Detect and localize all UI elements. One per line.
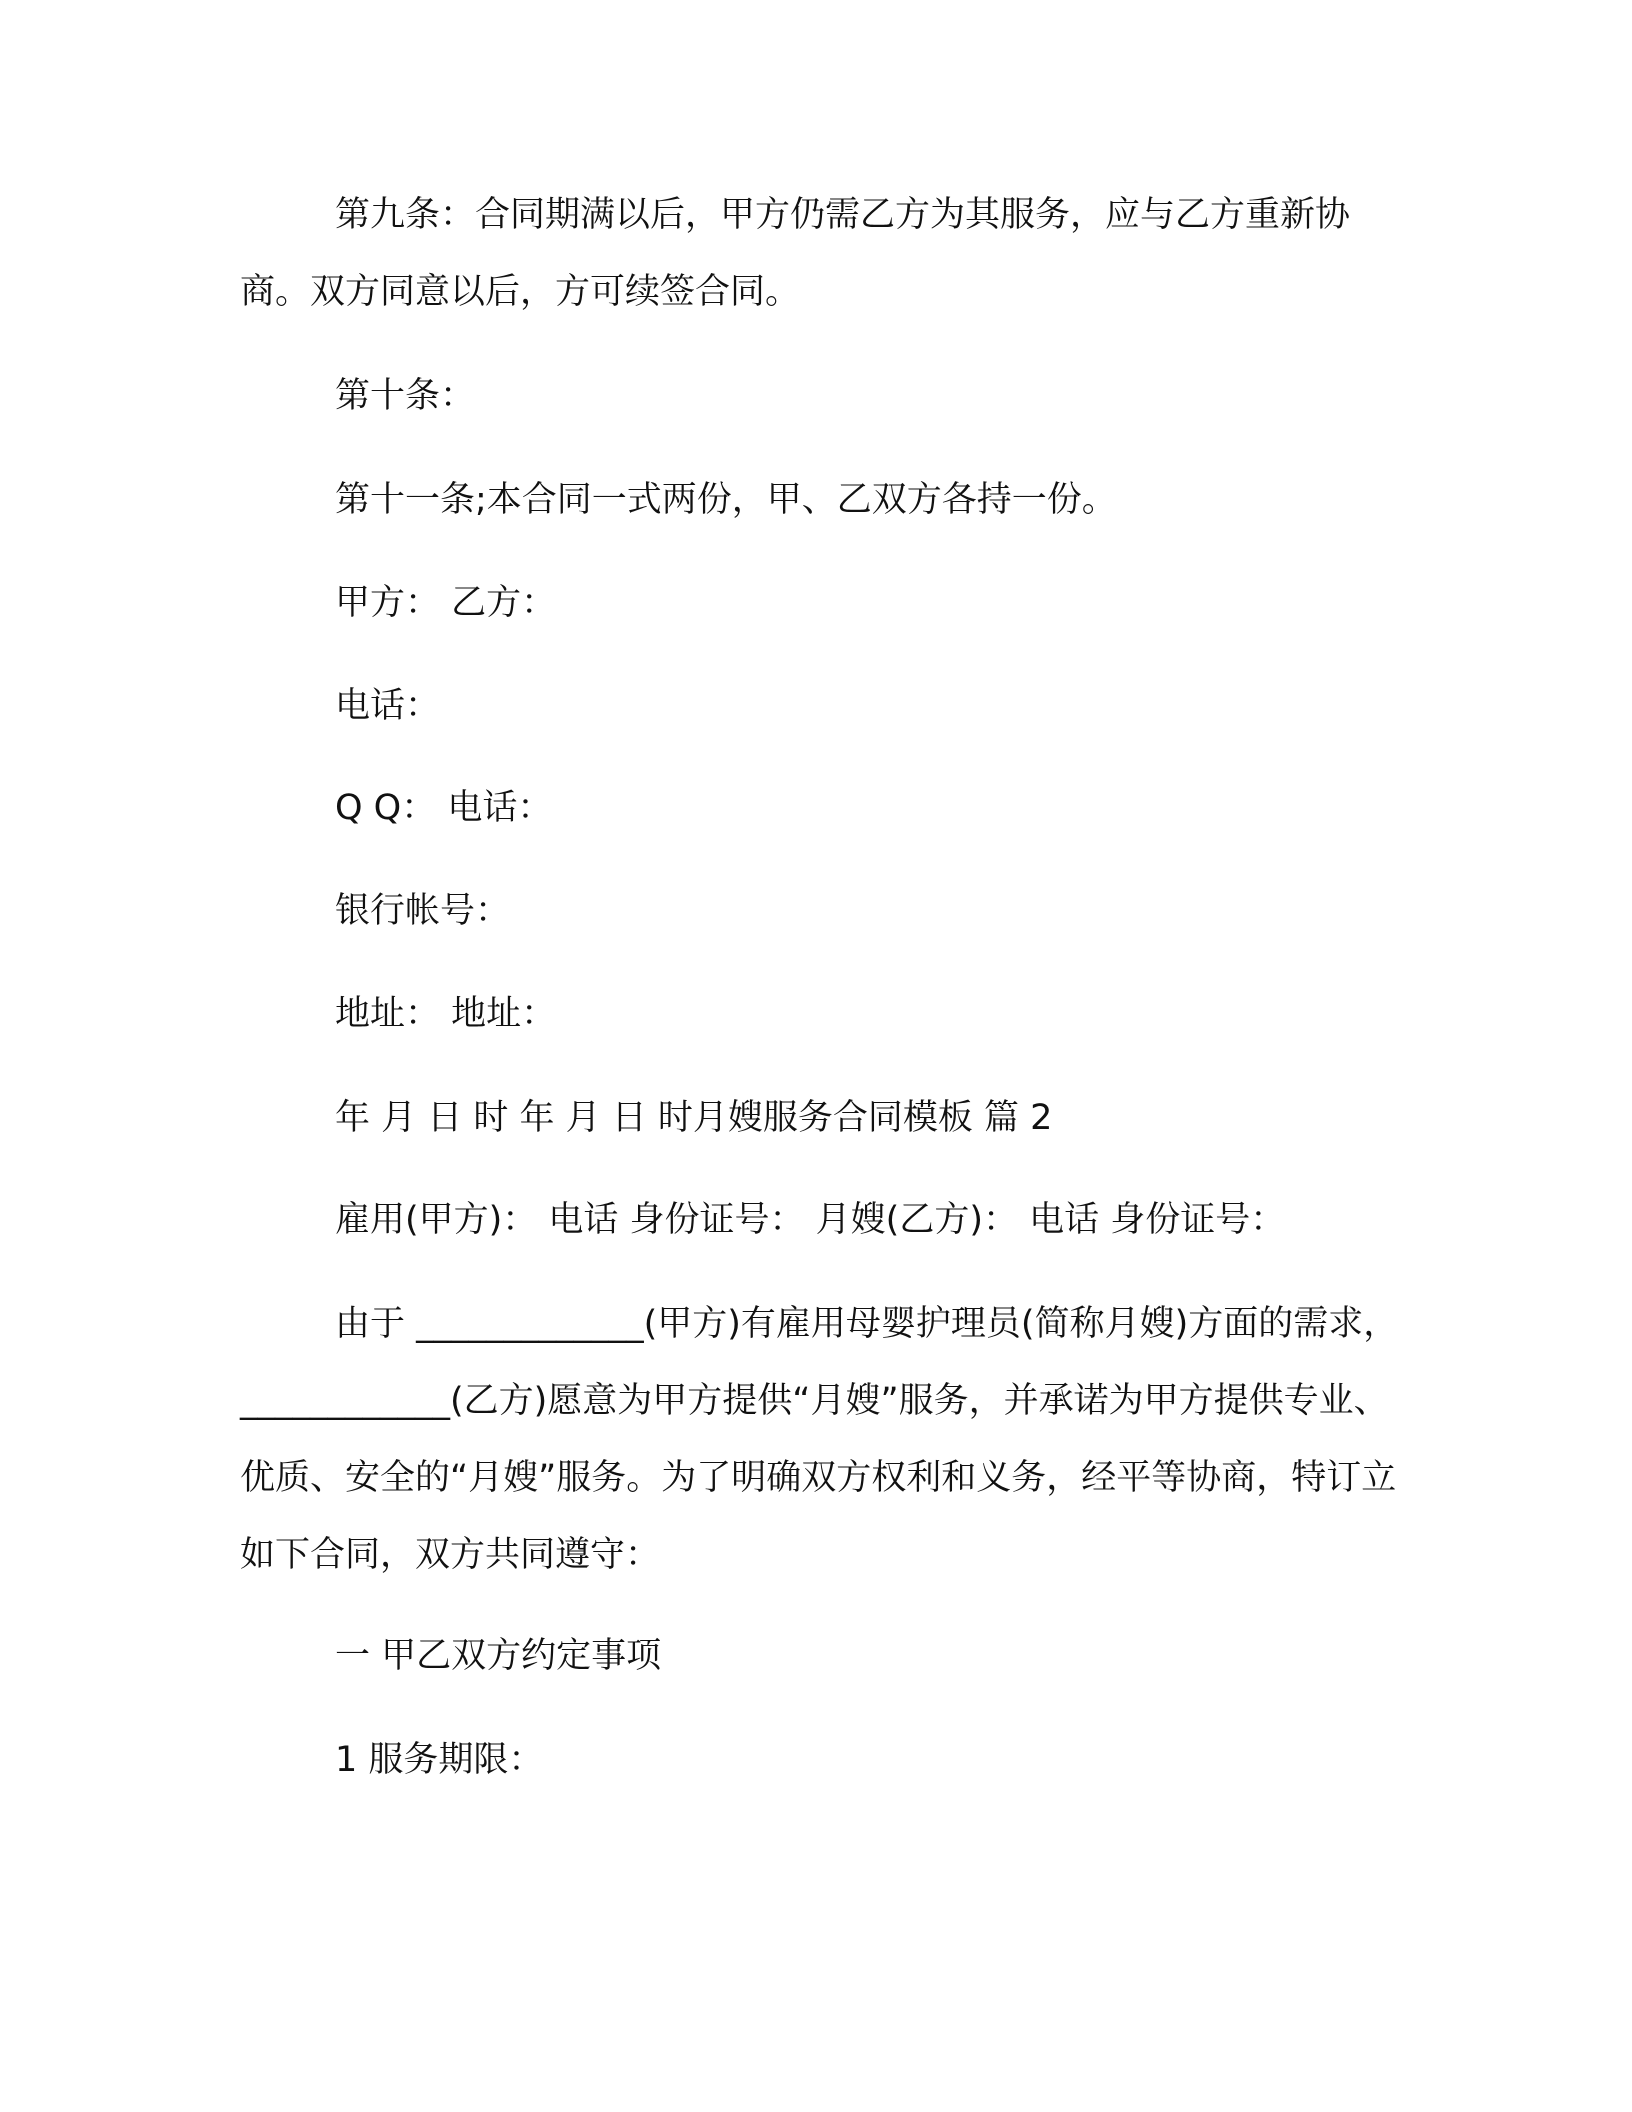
paragraph-article-11: 第十一条;本合同一式两份，甲、乙双方各持一份。 [335,480,1117,520]
paragraph-preamble: 由于 _____________(甲方)有雇用母婴护理员(简称月嫂)方面的需求，____________(乙方)愿意为甲方提供“月嫂”服务，并承诺为甲方提供专业、优质、安全的“月嫂”服务。为了明确双方权利和义务，经平等协商，特订立如下合同，双方共同遵守： [240,1304,1399,1575]
paragraph-phone: 电话： [335,686,441,726]
paragraph-employer-info: 雇用(甲方)： 电话 身份证号： 月嫂(乙方)： 电话 身份证号： [335,1200,1286,1240]
paragraph-article-10: 第十条： [335,376,476,416]
paragraph-bank-account: 银行帐号： [335,891,511,931]
paragraph-section-1-heading: 一 甲乙双方约定事项 [335,1636,662,1676]
paragraph-address: 地址： 地址： [335,994,557,1034]
paragraph-article-9: 第九条：合同期满以后，甲方仍需乙方为其服务，应与乙方重新协商。双方同意以后，方可续签合同。 [240,195,1351,312]
paragraph-date-heading: 年 月 日 时 年 月 日 时月嫂服务合同模板 篇 2 [335,1098,1053,1138]
paragraph-service-term: 1 服务期限： [335,1740,544,1780]
paragraph-party-names: 甲方： 乙方： [335,583,557,623]
paragraph-qq-phone: Q Q： 电话： [335,788,553,828]
